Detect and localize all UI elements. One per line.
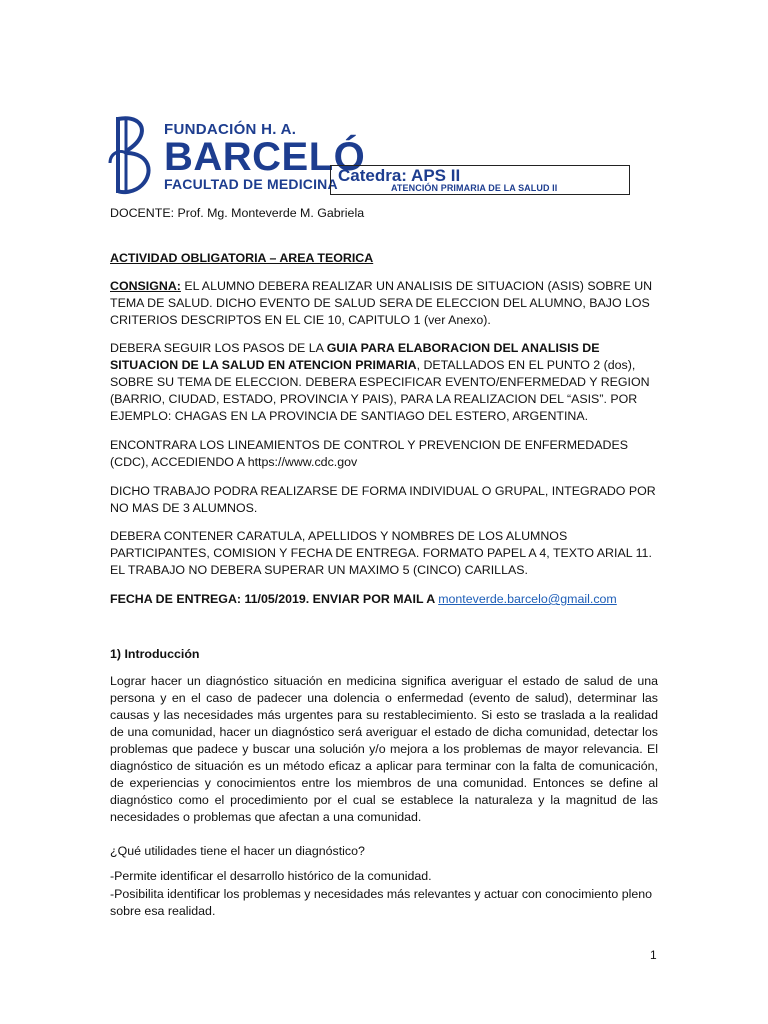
actividad-heading: ACTIVIDAD OBLIGATORIA – AREA TEORICA — [110, 251, 374, 265]
logo-fundacion: FUNDACIÓN H. A. — [164, 121, 297, 138]
guia-details: , DETALLADOS EN EL PUNTO 2 (dos), SOBRE SU TEMA DE ELECCION. DEBERA ESPECIFICAR EVENTO/ENFERMEDAD Y REGION (BARRIO, CIUDAD, ESTADO, PROVINCIA Y PAIS), PARA LA REALIZACION DEL “ASIS”. POR EJEMPLO: CHAGAS EN LA PROVINCIA DE SANTIAGO DEL ESTERO, ARGENTINA. — [110, 358, 650, 423]
catedra-subtitle: ATENCIÓN PRIMARIA DE LA SALUD II — [391, 183, 558, 193]
consigna-text: EL ALUMNO DEBERA REALIZAR UN ANALISIS DE SITUACION (ASIS) SOBRE UN TEMA DE SALUD. DICHO EVENTO DE SALUD SERA DE ELECCION DEL ALUMNO, BAJO LOS CRITERIOS DESCRIPTOS EN EL CIE 10, CAPITULO 1 (ver Anexo). — [110, 279, 653, 327]
guia-title: GUIA PARA ELABORACION DEL ANALISIS DE SITUACION DE LA SALUD EN ATENCION PRIMARIA — [110, 341, 600, 372]
docente-line: DOCENTE: Prof. Mg. Monteverde M. Gabriela — [110, 206, 365, 220]
consigna-paragraph — [110, 278, 660, 329]
consigna-label: CONSIGNA: — [110, 279, 181, 293]
barcelo-logo-mark — [108, 113, 156, 197]
list-item: -Posibilita identificar los problemas y necesidades más relevantes y actuar con conocimiento pleno sobre esa realidad. — [110, 887, 653, 918]
logo-facultad: FACULTAD DE MEDICINA — [164, 176, 338, 192]
guia-intro: DEBERA SEGUIR LOS PASOS DE LA — [110, 341, 327, 355]
guia-paragraph — [110, 340, 660, 425]
fundacion-barcelo-logo — [108, 113, 366, 197]
cdc-paragraph: ENCONTRARA LOS LINEAMIENTOS DE CONTROL Y PREVENCION DE ENFERMEDADES (CDC), ACCEDIENDO A https://www.cdc.gov — [110, 438, 628, 469]
formato-paragraph: DEBERA CONTENER CARATULA, APELLIDOS Y NOMBRES DE LOS ALUMNOS PARTICIPANTES, COMISION Y FECHA DE ENTREGA. FORMATO PAPEL A 4, TEXTO ARIAL 11. EL TRABAJO NO DEBERA SUPERAR UN MAXIMO 5 (CINCO) CARILLAS. — [110, 529, 652, 577]
question-line: ¿Qué utilidades tiene el hacer un diagnóstico? — [110, 844, 365, 858]
fecha-text: FECHA DE ENTREGA: 11/05/2019. ENVIAR POR MAIL A — [110, 592, 439, 606]
list-item: -Permite identificar el desarrollo histórico de la comunidad. — [110, 869, 432, 883]
email-link[interactable]: monteverde.barcelo@gmail.com — [438, 592, 617, 606]
catedra-box — [330, 165, 630, 195]
intro-heading: 1) Introducción — [110, 647, 200, 661]
grupal-paragraph: DICHO TRABAJO PODRA REALIZARSE DE FORMA INDIVIDUAL O GRUPAL, INTEGRADO POR NO MAS DE 3 ALUMNOS. — [110, 484, 656, 515]
intro-paragraph: Lograr hacer un diagnóstico situación en medicina significa averiguar el estado de salud de una persona y en el caso de padecer una dolencia o enfermedad (evento de salud), determinar las causas y las necesidades más urgentes para su restablecimiento. Si esto se traslada a la realidad de una comunidad, hacer un diagnóstico será averiguar el estado de dicha comunidad, detectar los problemas que padece y buscar una solución y/o mejora a los problemas de mayor relevancia. El diagnóstico de situación es un método eficaz a aplicar para terminar con la falta de comunicación, de experiencias y conocimientos entre los miembros de una comunidad. Entonces se define al diagnóstico como el procedimiento por el cual se establece la naturaleza y la magnitud de las necesidades o problemas que afectan a una comunidad. — [110, 674, 658, 824]
page-number: 1 — [650, 948, 657, 962]
fecha-entrega — [110, 591, 660, 608]
logo-barcelo: BARCELÓ — [164, 135, 366, 179]
catedra-title: Catedra: APS II — [338, 166, 461, 185]
